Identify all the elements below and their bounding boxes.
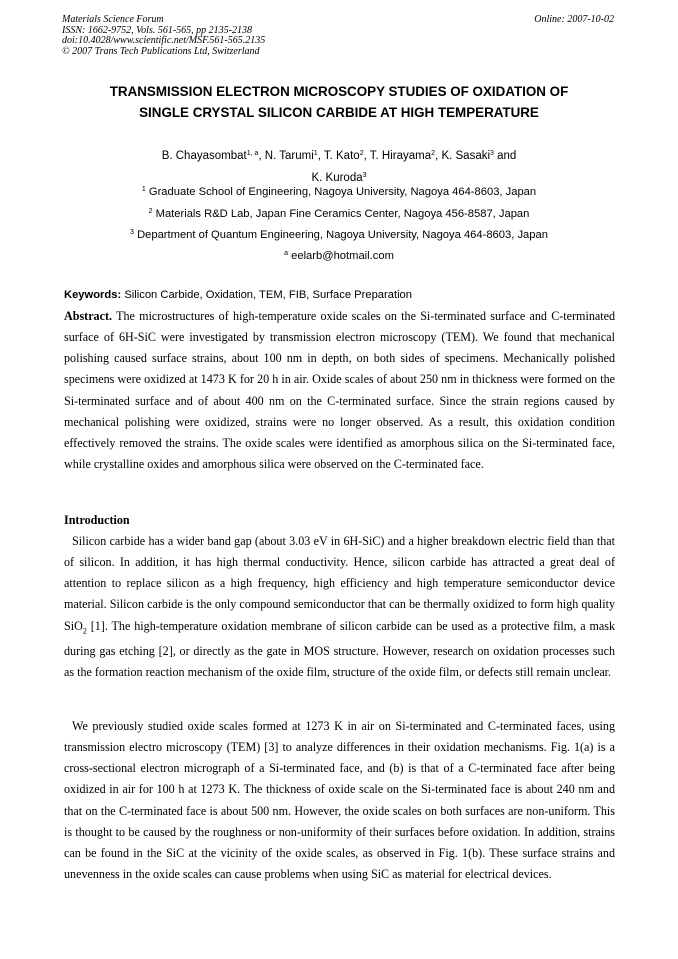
keywords-label: Keywords:	[64, 289, 122, 301]
keywords-text: Silicon Carbide, Oxidation, TEM, FIB, Surface Preparation	[124, 289, 413, 301]
title-line-1: TRANSMISSION ELECTRON MICROSCOPY STUDIES OF OXIDATION OF	[109, 84, 569, 99]
email: $^a$ eelarb@hotmail.com	[284, 250, 394, 262]
online-date	[534, 15, 614, 26]
author: K. Kuroda$^3$	[311, 172, 367, 184]
affiliation-1: $^1$ Graduate School of Engineering, Nagoya University, Nagoya 464-8603, Japan	[141, 186, 537, 198]
journal-name: Materials Science Forum	[62, 14, 164, 25]
abstract	[64, 306, 615, 475]
journal-header	[62, 15, 265, 57]
title-line-2: SINGLE CRYSTAL SILICON CARBIDE AT HIGH TEMPERATURE	[139, 105, 539, 120]
online-date-text: Online: 2007-10-02	[534, 14, 614, 25]
issn: ISSN: 1662-9752, Vols. 561-565, pp 2135-2138	[62, 24, 252, 36]
author: N. Tarumi$^1$,	[264, 150, 324, 162]
abstract-text: The microstructures of high-temperature oxide scales on the Si-terminated surface and C-terminated surface of 6H-SiC were investigated by transmission electron microscopy (TEM). We found that mechanical polishing caused surface strains, about 100 nm in depth, on both sides of specimens. Mechanically polished specimens were oxidized at 1473 K for 20 h in air. Oxide scales of about 250 nm in thickness were formed on the Si-terminated surface and of about 400 nm on the C-terminated surface. Since the strain regions caused by mechanical polishing were oxidized, strains were no longer observed. As a result, this oxidation condition effectively removed the strains. The oxide scales were identified as amorphous silica on the Si-terminated face, while crystalline oxides and amorphous silica were observed on the C-terminated face.	[64, 309, 616, 472]
affiliation-2: $^2$ Materials R&D Lab, Japan Fine Ceramics Center, Nagoya 456-8587, Japan	[148, 208, 530, 220]
affiliation-3: $^3$ Department of Quantum Engineering, Nagoya University, Nagoya 464-8603, Japan	[130, 229, 548, 241]
doi[interactable]: doi:10.4028/www.scientific.net/MSF.561-565.2135	[62, 35, 266, 46]
intro-paragraph-2: We previously studied oxide scales formed at 1273 K in air on Si-terminated and C-terminated faces, using transmission electro microscopy (TEM) [3] to analyze differences in their oxidation mechanisms. Fig. 1(a) is a cross-sectional electron micrograph of a Si-terminated face, and (b) is that of a C-terminated face after being oxidized in air for 100 h at 1273 K. The thickness of oxide scale on the Si-terminated face is about 240 nm and that on the C-terminated face is about 500 nm. However, the oxide scales on both surfaces are non-uniform. This is thought to be caused by the roughness or non-uniformity of their surfaces before oxidation. In addition, strains can be found in the SiC at the vicinity of the oxide scales, as observed in Fig. 1(b). These surface strains and unevenness in the oxide scales can cause problems when using SiC as material for electrical devices.	[64, 719, 615, 882]
abstract-label: Abstract.	[64, 309, 113, 323]
email-address[interactable]: eelarb@hotmail.com	[291, 250, 394, 262]
keywords	[64, 289, 616, 301]
copyright: © 2007 Trans Tech Publications Ltd, Switzerland	[62, 45, 260, 57]
author-list	[100, 145, 578, 189]
paper-title	[40, 81, 638, 123]
author: K. Sasaki$^3$ and	[441, 150, 517, 162]
section-heading-introduction: Introduction	[64, 513, 130, 527]
author: T. Hirayama$^2$,	[369, 150, 442, 162]
author: T. Kato$^2$,	[323, 150, 370, 162]
author: B. Chayasombat$^{1, a}$,	[161, 150, 265, 162]
intro-paragraph-1: Silicon carbide has a wider band gap (about 3.03 eV in 6H-SiC) and a higher breakdown electric field than that of silicon. In addition, it has high thermal conductivity. Hence, silicon carbide has attracted a great deal of attention to replace silicon as a high frequency, high efficiency and high temperature semiconductor device material. Silicon carbide is the only compound semiconductor that can be thermally oxidized to form high quality SiO$_2$ [1]. The high-temperature oxidation membrane of silicon carbide can be used as a protective film, a mask during gas etching [2], or directly as the gate in MOS structure. However, research on oxidation processes such as the formation reaction mechanism of the oxide film, structure of the oxide film, or defects still remain unclear.	[64, 534, 615, 680]
